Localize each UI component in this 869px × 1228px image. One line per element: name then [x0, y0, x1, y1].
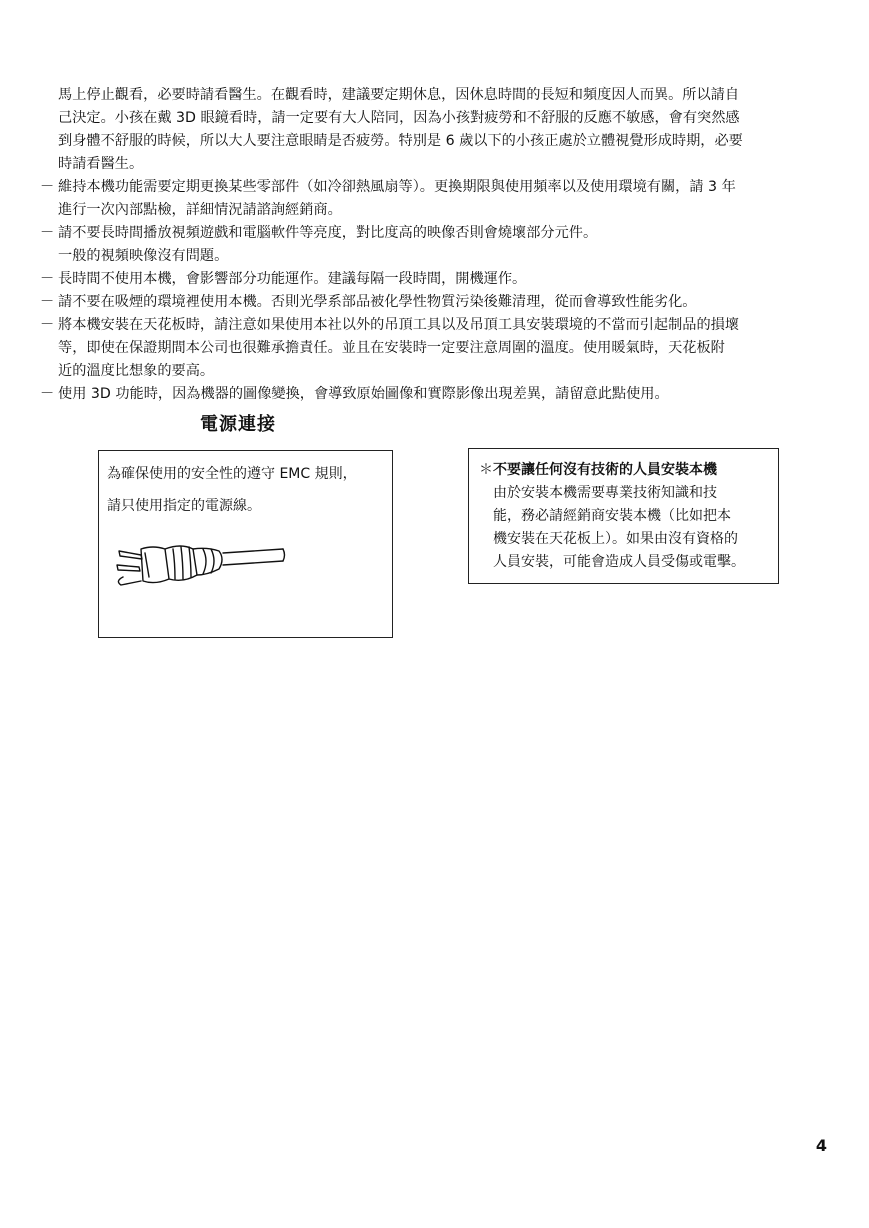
bullet-line: 將本機安裝在天花板時，請注意如果使用本社以外的吊頂工具以及吊頂工具安裝環境的不當而引起制品的損壞 [58, 317, 740, 333]
bullet-item-3d-function [40, 383, 832, 406]
precautions-text [40, 84, 832, 406]
emc-notice-box [98, 450, 393, 638]
intro-line: 到身體不舒服的時候，所以大人要注意眼睛是否疲勞。特別是 6 歲以下的小孩正處於立體視覺形成時期，必要 [58, 133, 743, 149]
emc-notice-line: 為確保使用的安全性的遵守 EMC 規則， [107, 466, 357, 482]
bullet-item-long-idle [40, 268, 832, 291]
intro-line: 時請看醫生。 [58, 156, 144, 172]
bullet-line: 長時間不使用本機，會影響部分功能運作。建議每隔一段時間，開機運作。 [58, 271, 527, 287]
bullet-item-ceiling-mount [40, 314, 832, 383]
intro-line: 己決定。小孩在戴 3D 眼鏡看時，請一定要有大人陪同，因為小孩對疲勞和不舒服的反應不敏感，會有突然感 [58, 110, 740, 126]
bullet-line: 進行一次內部點檢，詳細情況請諮詢經銷商。 [58, 202, 342, 218]
warning-line: 由於安裝本機需要專業技術知識和技 [493, 485, 717, 501]
bullet-line: 請不要長時間播放視頻遊戲和電腦軟件等亮度，對比度高的映像否則會燒壞部分元件。 [58, 225, 598, 241]
plug-prong [117, 565, 140, 571]
dash-marker: － [40, 317, 55, 333]
bullet-item-smoke [40, 291, 832, 314]
dash-marker: － [40, 386, 55, 402]
plug-prong [119, 551, 142, 559]
power-connection-title: 電源連接 [200, 414, 276, 435]
bullet-line: 使用 3D 功能時，因為機器的圖像變換，會導致原始圖像和實際影像出現差異，請留意此點使用。 [58, 386, 669, 402]
strain-relief [193, 548, 222, 575]
ground-pin [118, 577, 141, 585]
warning-line: 機安裝在天花板上）。如果由沒有資格的 [493, 531, 738, 547]
dash-marker: － [40, 225, 55, 241]
bullet-item-burn-in [40, 222, 832, 268]
dash-marker: － [40, 179, 55, 195]
emc-notice-line: 請只使用指定的電源線。 [107, 498, 261, 514]
dash-marker: － [40, 271, 55, 287]
bullet-line: 近的溫度比想象的要高。 [58, 363, 215, 379]
dash-marker: － [40, 294, 55, 310]
warning-line: 人員安裝，可能會造成人員受傷或電擊。 [493, 554, 745, 570]
bullet-line: 等，即使在保證期間本公司也很難承擔責任。並且在安裝時一定要注意周圍的溫度。使用暖氣時，天花板附 [58, 340, 725, 356]
bullet-item-parts-replacement [40, 176, 832, 222]
power-plug-icon [111, 535, 291, 595]
bullet-line: 一般的視頻映像沒有問題。 [58, 248, 229, 264]
intro-line: 馬上停止觀看，必要時請看醫生。在觀看時，建議要定期休息，因休息時間的長短和頻度因人而異。所以請自 [58, 87, 740, 103]
warning-line: 能，務必請經銷商安裝本機（比如把本 [493, 508, 731, 524]
asterisk-icon: ＊ [479, 462, 493, 478]
installation-warning-box [468, 448, 779, 584]
bullet-line: 請不要在吸煙的環境裡使用本機。否則光學系部品被化學性物質污染後難清理，從而會導致性能劣化。 [58, 294, 697, 310]
warning-body [493, 482, 773, 574]
page-number: 4 [815, 1136, 827, 1155]
warning-heading: 不要讓任何沒有技術的人員安裝本機 [493, 462, 717, 478]
power-cord [223, 549, 283, 553]
bullet-line: 維持本機功能需要定期更換某些零部件（如冷卻熱風扇等）。更換期限與使用頻率以及使用環境有關，請 3 年 [58, 179, 736, 195]
